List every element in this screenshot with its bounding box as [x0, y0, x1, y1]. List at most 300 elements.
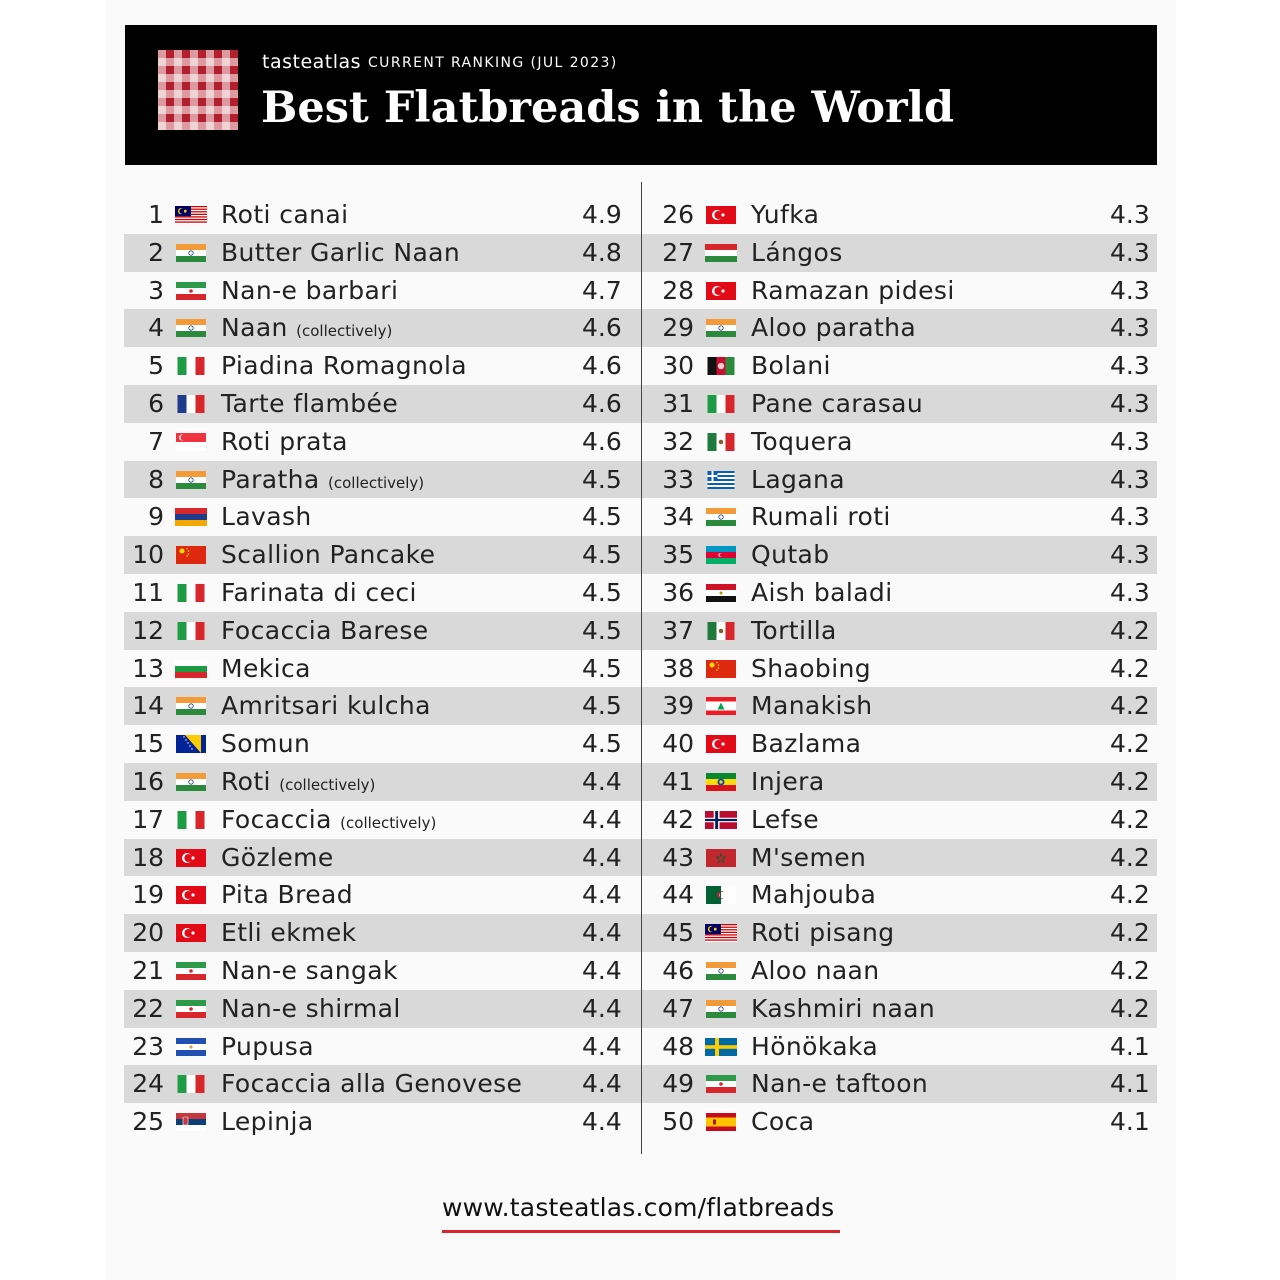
rank-number: 7 [148, 426, 164, 456]
rank-number: 8 [148, 464, 164, 494]
dish-name [751, 272, 955, 310]
dish-score: 4.3 [1110, 464, 1150, 494]
ranking-row [654, 272, 1157, 310]
rank-number: 22 [132, 993, 164, 1023]
china-flag-icon [705, 660, 737, 678]
dish-note: (collectively) [296, 322, 393, 341]
dish-name [221, 914, 357, 952]
dish-name [221, 687, 431, 725]
rank-number: 39 [662, 691, 694, 721]
dish-name [221, 1028, 314, 1066]
rank-number: 36 [662, 577, 694, 607]
dish-name-text: Injera [751, 766, 825, 796]
dish-name-text: Lavash [221, 502, 312, 532]
dish-score: 4.4 [582, 1031, 622, 1061]
ranking-row [124, 309, 657, 347]
china-flag-icon [175, 546, 207, 564]
ranking-row [124, 801, 657, 839]
ranking-row [124, 839, 657, 877]
dish-score: 4.3 [1110, 388, 1150, 418]
dish-name-text: Lepinja [221, 1107, 314, 1137]
dish-name-text: Tortilla [751, 615, 837, 645]
dish-score: 4.3 [1110, 237, 1150, 267]
serbia-flag-icon [175, 1113, 207, 1131]
rank-number: 47 [662, 993, 694, 1023]
dish-name [751, 839, 866, 877]
rank-number: 27 [662, 237, 694, 267]
dish-name [221, 1103, 314, 1141]
rank-number: 4 [148, 313, 164, 343]
dish-score: 4.3 [1110, 351, 1150, 381]
dish-name [751, 952, 880, 990]
ranking-row [654, 725, 1157, 763]
rank-number: 45 [662, 918, 694, 948]
dish-name-text: Amritsari kulcha [221, 691, 431, 721]
rank-number: 44 [662, 880, 694, 910]
dish-score: 4.5 [582, 464, 622, 494]
rank-number: 32 [662, 426, 694, 456]
dish-name-text: Aish baladi [751, 577, 893, 607]
iran-flag-icon [705, 1075, 737, 1093]
tablecloth-logo-icon [158, 50, 238, 130]
dish-score: 4.2 [1110, 691, 1150, 721]
rank-number: 34 [662, 502, 694, 532]
ranking-row [654, 650, 1157, 688]
dish-name [221, 536, 435, 574]
rank-number: 28 [662, 275, 694, 305]
rank-number: 19 [132, 880, 164, 910]
ranking-row [654, 1028, 1157, 1066]
dish-score: 4.2 [1110, 766, 1150, 796]
dish-name-text: Rumali roti [751, 502, 891, 532]
dish-name [221, 725, 310, 763]
dish-name-text: Roti prata [221, 426, 348, 456]
rank-number: 43 [662, 842, 694, 872]
rank-number: 37 [662, 615, 694, 645]
dish-name-text: M'semen [751, 842, 867, 872]
rank-number: 12 [132, 615, 164, 645]
dish-score: 4.1 [1110, 1107, 1150, 1137]
turkey-flag-icon [705, 735, 737, 753]
dish-name-text: Nan-e shirmal [221, 993, 401, 1023]
ranking-row [124, 461, 657, 499]
dish-name-text: Tarte flambée [221, 388, 399, 418]
italy-flag-icon [175, 584, 207, 602]
el-salvador-flag-icon [175, 1038, 207, 1056]
rank-number: 17 [132, 804, 164, 834]
dish-name-text: Bolani [751, 351, 831, 381]
dish-name-text: Qutab [751, 540, 830, 570]
india-flag-icon [175, 471, 207, 489]
dish-name [221, 234, 460, 272]
ranking-row [124, 990, 657, 1028]
rank-number: 49 [662, 1069, 694, 1099]
ranking-row [124, 347, 657, 385]
dish-name-text: Nan-e barbari [221, 275, 399, 305]
rank-number: 29 [662, 313, 694, 343]
rank-number: 3 [148, 275, 164, 305]
dish-name-text: Piadina Romagnola [221, 351, 468, 381]
dish-name-text: Focaccia alla Genovese [221, 1069, 523, 1099]
dish-name-text: Paratha [221, 464, 320, 494]
dish-name-text: Pupusa [221, 1031, 314, 1061]
page-title: Best Flatbreads in the World [261, 83, 955, 133]
mexico-flag-icon [705, 433, 737, 451]
dish-name-text: Coca [751, 1107, 815, 1137]
dish-name-text: Gözleme [221, 842, 334, 872]
dish-score: 4.2 [1110, 653, 1150, 683]
ranking-row [654, 234, 1157, 272]
rank-number: 40 [662, 729, 694, 759]
dish-name-text: Naan [221, 313, 288, 343]
column-divider [641, 182, 642, 1154]
dish-name [751, 876, 876, 914]
ranking-row [124, 725, 657, 763]
singapore-flag-icon [175, 433, 207, 451]
dish-name [221, 612, 429, 650]
rank-number: 48 [662, 1031, 694, 1061]
rank-number: 11 [132, 577, 164, 607]
ranking-row [654, 536, 1157, 574]
dish-name-text: Aloo paratha [751, 313, 917, 343]
ranking-row [654, 196, 1157, 234]
dish-score: 4.4 [582, 766, 622, 796]
dish-name [221, 1065, 522, 1103]
dish-score: 4.6 [582, 388, 622, 418]
dish-name [751, 914, 895, 952]
india-flag-icon [705, 508, 737, 526]
dish-name [751, 536, 830, 574]
algeria-flag-icon [705, 886, 737, 904]
dish-name-text: Somun [221, 729, 311, 759]
dish-name-text: Pita Bread [221, 880, 353, 910]
dish-score: 4.5 [582, 691, 622, 721]
dish-name-text: Yufka [751, 200, 820, 229]
rank-number: 10 [132, 540, 164, 570]
dish-score: 4.3 [1110, 200, 1150, 229]
hungary-flag-icon [705, 244, 737, 262]
dish-score: 4.4 [582, 955, 622, 985]
footer-underline [442, 1230, 840, 1233]
ranking-row [654, 952, 1157, 990]
dish-score: 4.6 [582, 351, 622, 381]
dish-score: 4.2 [1110, 955, 1150, 985]
malaysia-flag-icon [175, 206, 207, 224]
rank-number: 5 [148, 351, 164, 381]
rank-number: 31 [662, 388, 694, 418]
dish-score: 4.3 [1110, 426, 1150, 456]
italy-flag-icon [175, 811, 207, 829]
ranking-row [654, 612, 1157, 650]
rank-number: 1 [148, 200, 164, 229]
dish-name-text: Focaccia [221, 804, 332, 834]
dish-score: 4.4 [582, 918, 622, 948]
dish-score: 4.4 [582, 993, 622, 1023]
dish-name-text: Bazlama [751, 729, 862, 759]
dish-name [221, 876, 353, 914]
dish-name [221, 196, 348, 234]
turkey-flag-icon [705, 206, 737, 224]
ranking-row [654, 801, 1157, 839]
rank-number: 21 [132, 955, 164, 985]
dish-score: 4.1 [1110, 1069, 1150, 1099]
dish-score: 4.2 [1110, 804, 1150, 834]
dish-name [221, 385, 398, 423]
dish-name [221, 801, 436, 843]
dish-name [221, 839, 334, 877]
ranking-row [654, 1103, 1157, 1141]
ranking-row [124, 952, 657, 990]
rank-number: 23 [132, 1031, 164, 1061]
dish-note: (collectively) [340, 813, 437, 832]
dish-score: 4.5 [582, 653, 622, 683]
dish-score: 4.2 [1110, 880, 1150, 910]
mexico-flag-icon [705, 622, 737, 640]
ranking-row [124, 687, 657, 725]
iran-flag-icon [175, 1000, 207, 1018]
dish-name-text: Manakish [751, 691, 873, 721]
ranking-row [124, 914, 657, 952]
france-flag-icon [175, 395, 207, 413]
dish-name [751, 650, 871, 688]
egypt-flag-icon [705, 584, 737, 602]
dish-name [221, 423, 348, 461]
dish-name-text: Mahjouba [751, 880, 877, 910]
lebanon-flag-icon [705, 697, 737, 715]
dish-name [221, 347, 467, 385]
dish-name [751, 687, 873, 725]
ranking-row [124, 876, 657, 914]
dish-score: 4.2 [1110, 842, 1150, 872]
ranking-row [124, 574, 657, 612]
turkey-flag-icon [705, 282, 737, 300]
dish-name [221, 952, 398, 990]
morocco-flag-icon [705, 849, 737, 867]
rank-number: 14 [132, 691, 164, 721]
dish-score: 4.5 [582, 729, 622, 759]
iran-flag-icon [175, 962, 207, 980]
rank-number: 46 [662, 955, 694, 985]
ranking-row [654, 385, 1157, 423]
bulgaria-flag-icon [175, 660, 207, 678]
spain-flag-icon [705, 1113, 737, 1131]
dish-score: 4.2 [1110, 993, 1150, 1023]
turkey-flag-icon [175, 849, 207, 867]
azerbaijan-flag-icon [705, 546, 737, 564]
dish-name [751, 612, 837, 650]
rank-number: 25 [132, 1107, 164, 1137]
dish-score: 4.5 [582, 540, 622, 570]
ranking-row [124, 272, 657, 310]
rank-number: 16 [132, 766, 164, 796]
dish-name-text: Shaobing [751, 653, 872, 683]
dish-name [751, 725, 861, 763]
ranking-row [654, 461, 1157, 499]
dish-name [751, 347, 831, 385]
armenia-flag-icon [175, 508, 207, 526]
rank-number: 24 [132, 1069, 164, 1099]
dish-name [751, 423, 853, 461]
dish-name-text: Hönökaka [751, 1031, 879, 1061]
dish-name [221, 272, 398, 310]
dish-name [221, 990, 401, 1028]
rank-number: 30 [662, 351, 694, 381]
dish-score: 4.7 [582, 275, 622, 305]
italy-flag-icon [175, 357, 207, 375]
rank-number: 33 [662, 464, 694, 494]
dish-name [751, 309, 916, 347]
malaysia-flag-icon [705, 924, 737, 942]
rank-number: 18 [132, 842, 164, 872]
greece-flag-icon [705, 471, 737, 489]
dish-name [751, 498, 891, 536]
dish-score: 4.5 [582, 577, 622, 607]
ranking-row [654, 309, 1157, 347]
india-flag-icon [705, 1000, 737, 1018]
ranking-row [124, 385, 657, 423]
dish-note: (collectively) [279, 775, 376, 794]
ranking-row [124, 536, 657, 574]
ranking-row [654, 839, 1157, 877]
india-flag-icon [175, 697, 207, 715]
rank-number: 35 [662, 540, 694, 570]
bosnia-flag-icon [175, 735, 207, 753]
rank-number: 42 [662, 804, 694, 834]
ranking-row [654, 347, 1157, 385]
dish-name-text: Pane carasau [751, 388, 924, 418]
dish-score: 4.6 [582, 313, 622, 343]
ethiopia-flag-icon [705, 773, 737, 791]
dish-name-text: Kashmiri naan [751, 993, 936, 1023]
dish-name-text: Roti canai [221, 200, 349, 229]
dish-name [221, 574, 417, 612]
sweden-flag-icon [705, 1038, 737, 1056]
dish-score: 4.3 [1110, 275, 1150, 305]
dish-name [751, 1065, 928, 1103]
ranking-row [654, 1065, 1157, 1103]
ranking-row [124, 498, 657, 536]
dish-score: 4.4 [582, 880, 622, 910]
dish-score: 4.1 [1110, 1031, 1150, 1061]
ranking-row [124, 650, 657, 688]
ranking-row [124, 1103, 657, 1141]
dish-name [751, 1103, 814, 1141]
dish-name-text: Etli ekmek [221, 918, 357, 948]
ranking-row [654, 423, 1157, 461]
dish-name [221, 650, 311, 688]
dish-score: 4.5 [582, 615, 622, 645]
ranking-row [124, 196, 657, 234]
dish-score: 4.4 [582, 1107, 622, 1137]
dish-name [221, 498, 312, 536]
dish-name [751, 461, 845, 499]
dish-score: 4.3 [1110, 502, 1150, 532]
rank-number: 15 [132, 729, 164, 759]
ranking-row [654, 687, 1157, 725]
dish-name-text: Aloo naan [751, 955, 880, 985]
dish-name [751, 801, 819, 839]
ranking-column-right [654, 196, 1157, 1141]
italy-flag-icon [175, 1075, 207, 1093]
dish-score: 4.6 [582, 426, 622, 456]
ranking-row [654, 498, 1157, 536]
afghanistan-flag-icon [705, 357, 737, 375]
ranking-row [124, 1065, 657, 1103]
ranking-row [124, 423, 657, 461]
brand-name: tasteatlas [262, 51, 362, 73]
rank-number: 38 [662, 653, 694, 683]
dish-name-text: Ramazan pidesi [751, 275, 955, 305]
dish-score: 4.8 [582, 237, 622, 267]
rank-number: 20 [132, 918, 164, 948]
india-flag-icon [705, 319, 737, 337]
india-flag-icon [175, 773, 207, 791]
dish-score: 4.3 [1110, 540, 1150, 570]
dish-score: 4.2 [1110, 918, 1150, 948]
ranking-row [124, 234, 657, 272]
dish-score: 4.4 [582, 1069, 622, 1099]
dish-name-text: Toquera [751, 426, 853, 456]
india-flag-icon [705, 962, 737, 980]
iran-flag-icon [175, 282, 207, 300]
dish-name-text: Farinata di ceci [221, 577, 417, 607]
rank-number: 41 [662, 766, 694, 796]
dish-name-text: Roti [221, 766, 271, 796]
dish-name-text: Scallion Pancake [221, 540, 436, 570]
dish-name [751, 763, 825, 801]
rank-number: 9 [148, 502, 164, 532]
dish-score: 4.5 [582, 502, 622, 532]
dish-name [751, 385, 923, 423]
dish-name-text: Lagana [751, 464, 846, 494]
india-flag-icon [175, 244, 207, 262]
dish-name-text: Nan-e sangak [221, 955, 398, 985]
dish-name [751, 990, 935, 1028]
ranking-row [654, 574, 1157, 612]
dish-name-text: Lefse [751, 804, 820, 834]
dish-name [221, 309, 392, 351]
dish-score: 4.3 [1110, 577, 1150, 607]
rank-number: 50 [662, 1107, 694, 1137]
india-flag-icon [175, 319, 207, 337]
dish-score: 4.2 [1110, 729, 1150, 759]
ranking-row [124, 612, 657, 650]
dish-name-text: Lángos [751, 237, 843, 267]
header-banner [125, 25, 1157, 165]
dish-note: (collectively) [328, 473, 425, 492]
dish-name-text: Focaccia Barese [221, 615, 429, 645]
italy-flag-icon [175, 622, 207, 640]
ranking-row [124, 1028, 657, 1066]
dish-name-text: Mekica [221, 653, 311, 683]
dish-name [751, 234, 843, 272]
dish-score: 4.4 [582, 804, 622, 834]
norway-flag-icon [705, 811, 737, 829]
turkey-flag-icon [175, 886, 207, 904]
dish-score: 4.3 [1110, 313, 1150, 343]
ranking-row [654, 990, 1157, 1028]
ranking-row [654, 763, 1157, 801]
dish-score: 4.4 [582, 842, 622, 872]
turkey-flag-icon [175, 924, 207, 942]
ranking-subtitle: CURRENT RANKING (JUL 2023) [368, 55, 618, 71]
footer-link[interactable]: www.tasteatlas.com/flatbreads [442, 1193, 835, 1222]
dish-score: 4.2 [1110, 615, 1150, 645]
italy-flag-icon [705, 395, 737, 413]
rank-number: 13 [132, 653, 164, 683]
dish-name [221, 461, 424, 503]
dish-name [221, 763, 375, 805]
